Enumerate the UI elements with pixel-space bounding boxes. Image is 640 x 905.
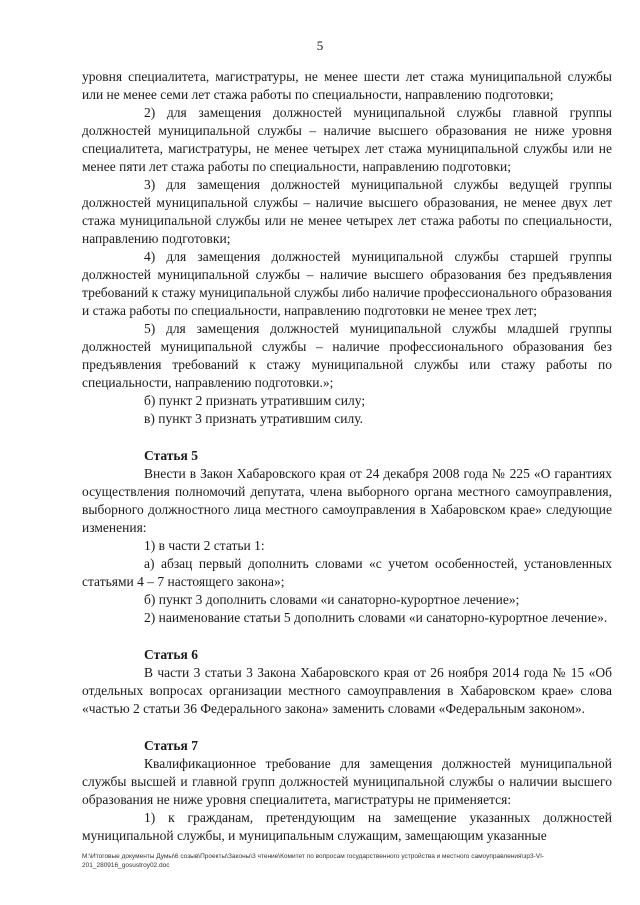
paragraph: б) пункт 3 дополнить словами «и санаторно-курортное лечение»; (144, 592, 520, 607)
paragraph: б) пункт 2 признать утратившим силу; (144, 393, 366, 408)
paragraph: а) абзац первый дополнить словами «с учетом особенностей, установленных статьями 4 – 7 настоящего закона»; (82, 556, 612, 589)
paragraph: уровня специалитета, магистратуры, не менее шести лет стажа муниципальной службы или не менее семи лет стажа работы по специальности, направлению подготовки; (82, 69, 612, 102)
file-path-footer (82, 852, 622, 870)
paragraph: Внести в Закон Хабаровского края от 24 декабря 2008 года № 225 «О гарантиях осуществления полномочий депутата, члена выборного органа местного самоуправления, выборного должностного лица местного самоуправления в Хабаровском крае» следующие изменения: (82, 466, 612, 535)
article-6-title: Статья 6 (144, 647, 198, 662)
paragraph: 2) наименование статьи 5 дополнить словами «и санаторно-курортное лечение». (144, 610, 608, 625)
paragraph: 2) для замещения должностей муниципальной службы главной группы должностей муниципальной службы – наличие высшего образования не ниже уровня специалитета, магистратуры, не менее четырех лет стажа муниципальной службы или не менее пяти лет стажа работы по специальности, направлению подготовки; (82, 105, 612, 174)
paragraph: 5) для замещения должностей муниципальной службы младшей группы должностей муниципальной службы – наличие профессионального образования без предъявления требований к стажу муниципальной службы или стажу работы по специальности, направлению подготовки.»; (82, 321, 612, 390)
article-7-title: Статья 7 (144, 738, 198, 753)
footer-line: M:\Итоговые документы Думы\6 созыв\Проекты\Законы\3 чтение\Комитет по вопросам государственного устройства и местного самоуправления\зр3-VI- (82, 853, 545, 860)
footer-line: 201_280916_gosustroy02.doc (82, 862, 170, 869)
paragraph: Квалификационное требование для замещения должностей муниципальной службы высшей и главной групп должностей муниципальной службы о наличии высшего образования не ниже уровня специалитета, магистратуры не применяется: (82, 756, 612, 807)
paragraph: 4) для замещения должностей муниципальной службы старшей группы должностей муниципальной службы – наличие высшего образования без предъявления требований к стажу муниципальной службы либо наличие профессионального образования и стажа работы по специальности, направлению подготовки не менее трех лет; (82, 249, 612, 318)
paragraph: в) пункт 3 признать утратившим силу. (144, 411, 364, 426)
paragraph: 3) для замещения должностей муниципальной службы ведущей группы должностей муниципальной службы – наличие высшего образования, не менее двух лет стажа муниципальной службы или не менее четырех лет стажа работы по специальности, направлению подготовки; (82, 177, 612, 246)
page-number: 5 (316, 38, 324, 53)
paragraph: 1) в части 2 статьи 1: (144, 538, 265, 553)
paragraph: 1) к гражданам, претендующим на замещение указанных должностей муниципальной службы, и муниципальным служащим, замещающим указанные (82, 810, 612, 843)
paragraph: В части 3 статьи 3 Закона Хабаровского края от 26 ноября 2014 года № 15 «Об отдельных вопросах организации местного самоуправления в Хабаровском крае» слова «частью 2 статьи 36 Федерального закона» заменить словами «Федеральным законом». (82, 665, 612, 716)
article-5-title: Статья 5 (144, 448, 198, 463)
document-body (82, 68, 612, 845)
